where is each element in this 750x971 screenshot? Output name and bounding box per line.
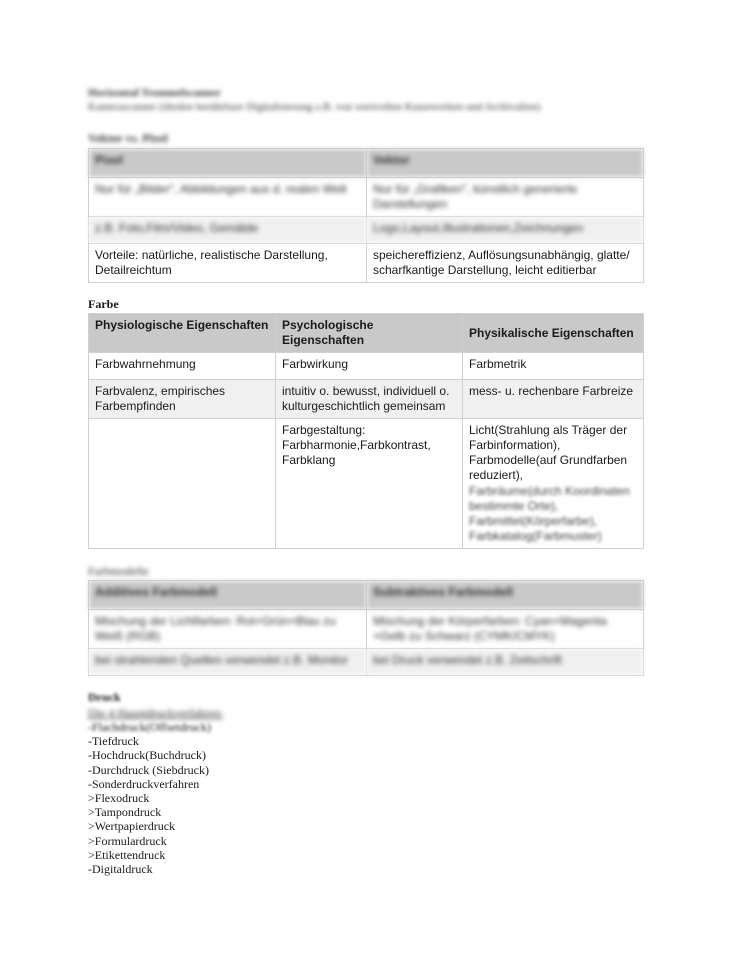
section-title-druck: Druck [88, 690, 121, 704]
document-heading: Horizontal Trommelscanner [88, 87, 221, 99]
list-item: -Sonderdruckverfahren [88, 776, 200, 791]
table-header: Psychologische Eigenschaften [276, 314, 463, 353]
table-cell: Mischung der Körperfarben: Cyan+Magenta +Gelb zu Schwarz (CYMK/CMYK) [367, 610, 644, 649]
list-item: >Wertpapierdruck [88, 819, 176, 834]
list-item: -Flachdruck(Offsetdruck) [88, 720, 212, 734]
table-cell: mess- u. rechenbare Farbreize [463, 380, 644, 419]
farbe-table [88, 313, 644, 549]
table-cell: z.B. Foto,Film/Video, Gemälde [89, 217, 367, 244]
table-cell: speichereffizienz, Auflösungsunabhängig, glatte/ scharfkantige Darstellung, leicht editierbar [367, 244, 644, 283]
list-item: -Durchdruck (Siebdruck) [88, 762, 209, 777]
table-cell: Mischung der Lichtfarben: Rot+Grün+Blau zu Weiß (RGB) [89, 610, 367, 649]
table-cell: Logo,Layout,Illustrationen,Zeichnungen [367, 217, 644, 244]
table-cell [463, 419, 644, 549]
list-item: >Tampondruck [88, 805, 162, 820]
faded-cell-text: Farbräume(durch Koordinaten bestimmte Orte), Farbmittel(Körperfarbe), Farbkatalog(Farbmuster) [469, 484, 630, 543]
list-item: -Digitaldruck [88, 862, 153, 877]
table-cell: Farbwahrnehmung [89, 353, 276, 380]
table-cell: bei strahlenden Quellen verwendet z.B. Monitor [89, 649, 367, 676]
table-header: Physikalische Eigenschaften [463, 314, 644, 353]
druck-subtitle: Die 4 Hauptdruckverfahren: [88, 706, 224, 720]
list-item: -Hochdruck(Buchdruck) [88, 748, 206, 763]
list-item: -Tiefdruck [88, 734, 139, 749]
table-cell-text: Licht(Strahlung als Träger der Farbinformation), Farbmodelle(auf Grundfarben reduziert), [469, 423, 628, 482]
farbmodell-table [88, 580, 644, 676]
list-item: >Formulardruck [88, 833, 167, 848]
table-cell: Vorteile: natürliche, realistische Darstellung, Detailreichtum [89, 244, 367, 283]
table-header: Pixel [89, 149, 367, 178]
table-cell: Nur für „Bilder", Abbildungen aus d. realen Welt [89, 178, 367, 217]
section-title-farbmodelle: Farbmodelle [88, 564, 149, 578]
list-item: >Flexodruck [88, 791, 150, 806]
section-title-farbe: Farbe [88, 297, 119, 311]
table-cell: Farbwirkung [276, 353, 463, 380]
document-subheading: Kamerascanner (direkte berührbare Digitalisierung z.B. von wertvollen Kunstwerken und Archivalien) [88, 101, 541, 113]
section-title-vektor-pixel: Vektor vs. Pixel [88, 131, 168, 145]
table-cell: Farbvalenz, empirisches Farbempfinden [89, 380, 276, 419]
vektor-pixel-table [88, 148, 644, 283]
table-header: Physiologische Eigenschaften [89, 314, 276, 353]
table-cell: Farbgestaltung: Farbharmonie,Farbkontrast, Farbklang [276, 419, 463, 549]
table-cell: Farbmetrik [463, 353, 644, 380]
table-cell: bei Druck verwendet z.B. Zeitschrift [367, 649, 644, 676]
table-header: Additives Farbmodell [89, 581, 367, 610]
table-header: Vektor [367, 149, 644, 178]
table-header: Subtraktives Farbmodell [367, 581, 644, 610]
list-item: >Etikettendruck [88, 847, 166, 862]
druck-list [88, 720, 211, 876]
table-cell [89, 419, 276, 549]
table-cell: Nur für „Grafiken", künstlich generierte Darstellungen [367, 178, 644, 217]
table-cell: intuitiv o. bewusst, individuell o. kulturgeschichtlich gemeinsam [276, 380, 463, 419]
